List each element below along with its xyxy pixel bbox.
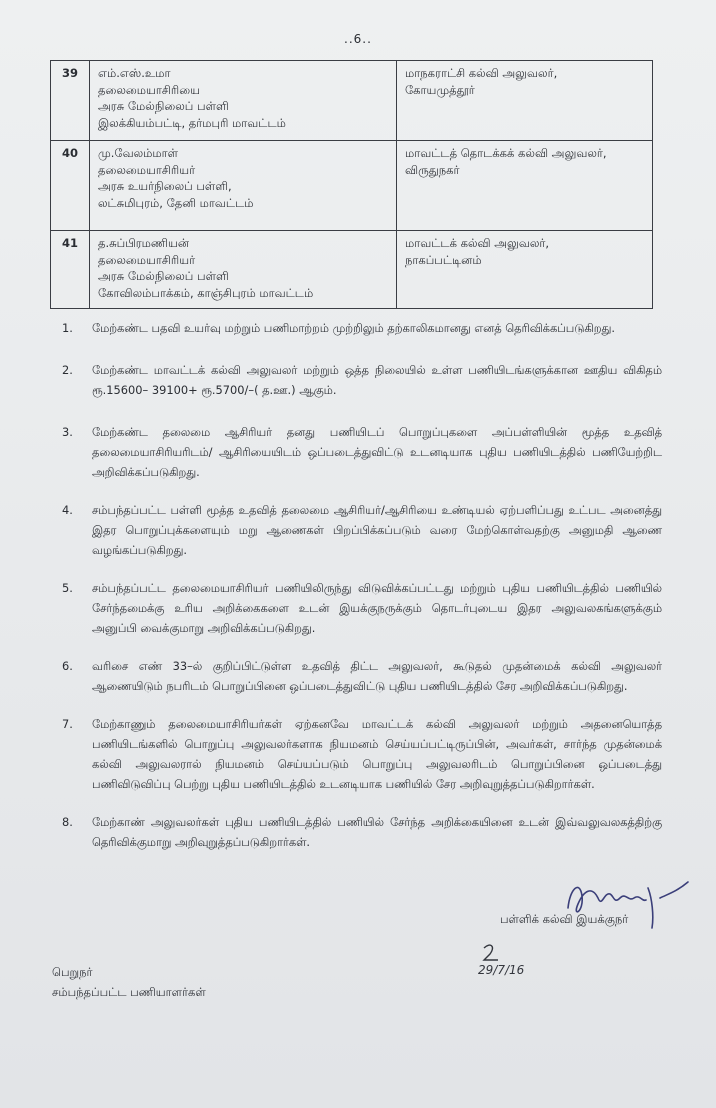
date-text: 29/7/16	[478, 963, 525, 977]
paragraph-text: மேற்காணும் தலைமையாசிரியர்கள் ஏற்கனவே மாவட்டக் கல்வி அலுவலர் மற்றும் அதனையொத்த பணியிடங்களில் பொறுப்பு அலுவலர்களாக நியமனம் செய்யப்பட்டிருப்பின், அவர்கள், சார்ந்த முதன்மைக் கல்வி அலுவலரால் நியமனம் செய்யப்படும் பொறுப்பு அலுவலரிடம் பொறுப்பினை ஒப்படைத்து பணிவிடுவிப்பு பெற்று புதிய பணியிடத்தில் உடனடியாக பணியில் சேர அறிவுறுத்தப்படுகிறார்கள்.	[92, 717, 662, 791]
person-designation: தலைமையாசிரியர்	[98, 162, 196, 177]
paragraph-number: 1.	[62, 321, 73, 335]
person-details	[90, 231, 397, 309]
paragraph-text: மேற்கண்ட தலைமை ஆசிரியர் தனது பணியிடப் பொறுப்புகளை அப்பள்ளியின் மூத்த உதவித் தலைமையாசிரியரிடம்/ ஆசிரியையிடம் ஒப்படைத்துவிட்டு உடனடியாக புதிய பணியிடத்தில் பணியேற்றிட அறிவிக்கப்படுகிறது.	[92, 425, 662, 479]
order-paragraph	[62, 578, 662, 638]
paragraph-text: சம்பந்தப்பட்ட பள்ளி மூத்த உதவித் தலைமை ஆசிரியர்/ஆசிரியை உண்டியல் ஏற்பளிப்பது உட்பட அனைத்து இதர பொறுப்புக்களையும் மறு ஆணைகள் பிறப்பிக்கப்படும் வரை மேற்கொள்வதற்கு அனுமதி ஆணை வழங்கப்படுகிறது.	[92, 503, 662, 557]
new-posting	[397, 231, 653, 309]
person-name: எம்.எஸ்.உமா	[98, 66, 171, 80]
order-paragraph	[62, 360, 662, 400]
order-paragraph	[62, 714, 662, 794]
paragraph-number: 8.	[62, 815, 73, 829]
paragraph-number: 5.	[62, 581, 73, 595]
serial-number: 41	[51, 231, 90, 309]
person-details	[90, 141, 397, 231]
table-row	[51, 231, 653, 309]
person-place: கோவிலம்பாக்கம், காஞ்சிபுரம் மாவட்டம்	[98, 285, 314, 300]
person-place: இலக்கியம்பட்டி, தர்மபுரி மாவட்டம்	[98, 115, 286, 130]
person-designation: தலைமையாசிரியை	[98, 82, 200, 97]
person-designation: தலைமையாசிரியர்	[98, 252, 196, 267]
person-school: அரசு உயர்நிலைப் பள்ளி,	[98, 179, 232, 193]
posting-designation: மாநகராட்சி கல்வி அலுவலர்,	[405, 66, 558, 80]
copy-to-block	[52, 962, 206, 1002]
person-details	[90, 61, 397, 141]
signatory-designation: பள்ளிக் கல்வி இயக்குநர்	[500, 912, 629, 926]
paragraph-text: சம்பந்தப்பட்ட தலைமையாசிரியர் பணியிலிருந்து விடுவிக்கப்பட்டது மற்றும் புதிய பணியிடத்தில் பணியில் சேர்ந்தமைக்கு உரிய அறிக்கைகளை உடன் இயக்குநருக்கும் தொடர்புடைய இதர அலுவலகங்களுக்கும் அனுப்பி வைக்குமாறு அறிவிக்கப்படுகிறது.	[92, 581, 662, 635]
person-name: த.சுப்பிரமணியன்	[98, 236, 190, 250]
paragraph-text: மேற்கண்ட மாவட்டக் கல்வி அலுவலர் மற்றும் ஒத்த நிலையில் உள்ள பணியிடங்களுக்கான ஊதிய விகிதம் ரூ.15600– 39100+ ரூ.5700/–( த.ஊ.) ஆகும்.	[92, 363, 662, 397]
copy-to-recipients: சம்பந்தப்பட்ட பணியாளர்கள்	[52, 985, 206, 999]
order-paragraph	[62, 318, 662, 338]
paragraph-text: வரிசை எண் 33–ல் குறிப்பிட்டுள்ள உதவித் திட்ட அலுவலர், கூடுதல் முதன்மைக் கல்வி அலுவலர் ஆணையிடும் நபரிடம் பொறுப்பினை ஒப்படைத்துவிட்டு புதிய பணியிடத்தில் சேர அறிவிக்கப்படுகிறது.	[92, 659, 662, 693]
paragraph-text: மேற்காண் அலுவலர்கள் புதிய பணியிடத்தில் பணியில் சேர்ந்த அறிக்கையினை உடன் இவ்வலுவலகத்திற்கு தெரிவிக்குமாறு அறிவுறுத்தப்படுகிறார்கள்.	[92, 815, 662, 849]
posting-place: விருதுநகர்	[405, 162, 460, 177]
person-place: லட்சுமிபுரம், தேனி மாவட்டம்	[98, 195, 254, 210]
serial-number: 39	[51, 61, 90, 141]
paragraph-number: 3.	[62, 425, 73, 439]
person-name: மு.வேலம்மாள்	[98, 146, 179, 160]
table-row	[51, 61, 653, 141]
posting-designation: மாவட்டக் கல்வி அலுவலர்,	[405, 236, 550, 250]
table-row	[51, 141, 653, 231]
person-school: அரசு மேல்நிலைப் பள்ளி	[98, 99, 229, 113]
posting-place: கோயமுத்தூர்	[405, 82, 475, 97]
new-posting	[397, 141, 653, 231]
paragraph-number: 2.	[62, 363, 73, 377]
order-paragraphs	[62, 318, 662, 852]
order-paragraph	[62, 422, 662, 482]
transfer-table	[50, 60, 653, 309]
page-number: ..6..	[344, 32, 372, 46]
posting-designation: மாவட்டத் தொடக்கக் கல்வி அலுவலர்,	[405, 146, 607, 160]
posting-place: நாகப்பட்டினம்	[405, 252, 482, 267]
paragraph-number: 6.	[62, 659, 73, 673]
new-posting	[397, 61, 653, 141]
serial-number: 40	[51, 141, 90, 231]
paragraph-text: மேற்கண்ட பதவி உயர்வு மற்றும் பணிமாற்றம் முற்றிலும் தற்காலிகமானது எனத் தெரிவிக்கப்படுகிறது.	[92, 321, 615, 335]
person-school: அரசு மேல்நிலைப் பள்ளி	[98, 269, 229, 283]
handwritten-date	[476, 940, 546, 980]
paragraph-number: 4.	[62, 503, 73, 517]
order-paragraph	[62, 500, 662, 560]
order-paragraph	[62, 656, 662, 696]
paragraph-number: 7.	[62, 717, 73, 731]
copy-to-label: பெறுநர்	[52, 965, 93, 979]
order-paragraph	[62, 812, 662, 852]
